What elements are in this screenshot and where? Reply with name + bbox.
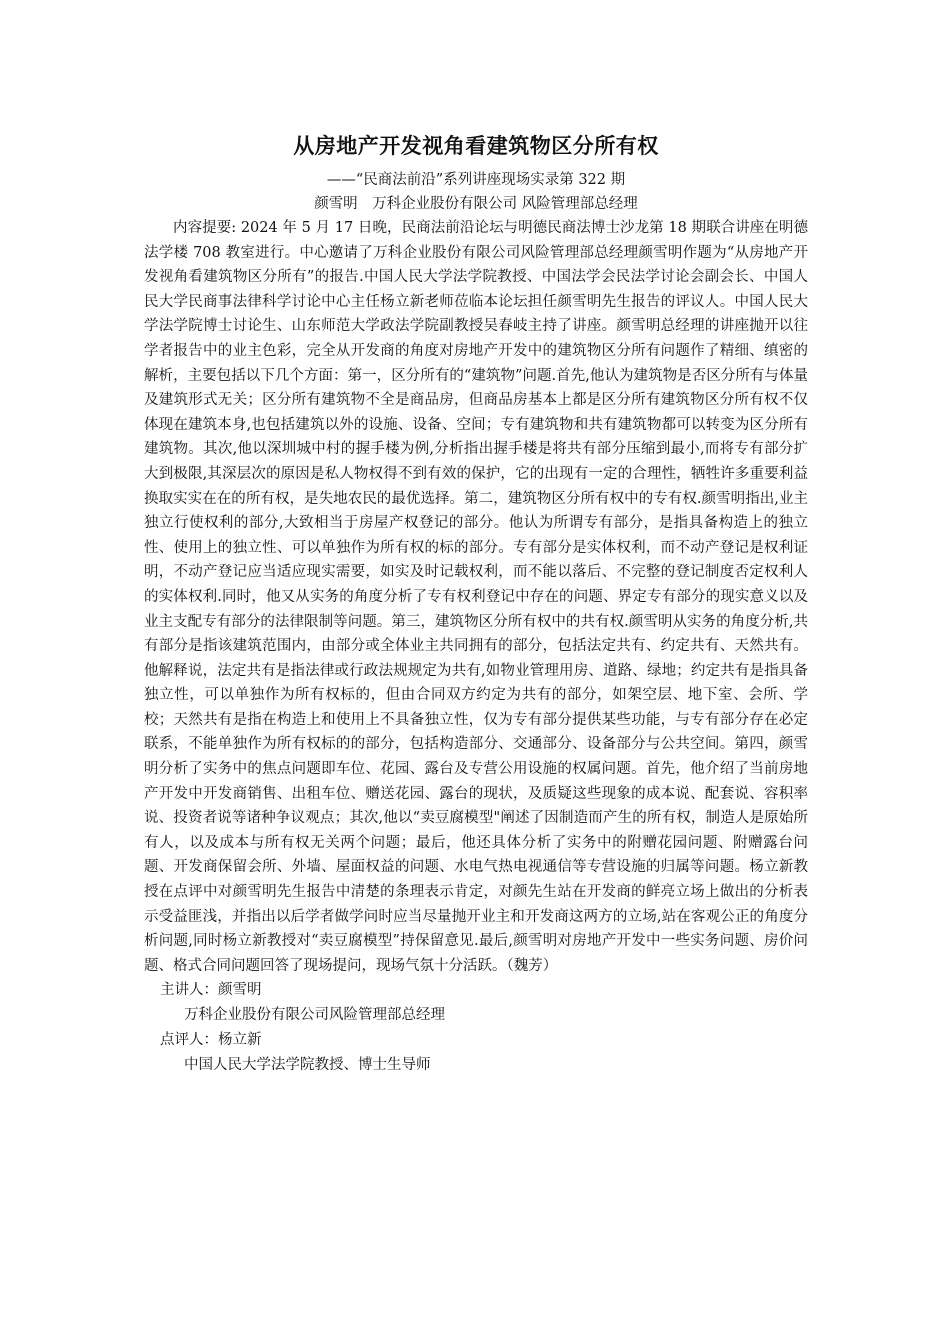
commentator-label: 点评人：杨立新 <box>160 1032 262 1049</box>
document-subtitle: ——“民商法前沿”系列讲座现场实录第 322 期 <box>326 172 626 188</box>
document-title: 从房地产开发视角看建筑物区分所有权 <box>293 133 659 158</box>
commentator-title: 中国人民大学法学院教授、博士生导师 <box>184 1057 431 1074</box>
speaker-label: 主讲人：颜雪明 <box>160 982 262 999</box>
document-page <box>144 130 808 1078</box>
author-byline: 颜雪明 万科企业股份有限公司 风险管理部总经理 <box>314 196 638 212</box>
abstract-paragraph: 内容提要: 2024 年 5 月 17 日晚，民商法前沿论坛与明德民商法博士沙龙第 18 期联合讲座在明德法学楼 708 教室进行。中心邀请了万科企业股份有限公司风险管理部总经理颜雪明作题为“从房地产开发视角看建筑物区分所有”的报告.中国人民大学法学院教授、中国法学会民法学讨论会副会长、中国人民大学民商事法律科学讨论中心主任杨立新老师莅临本论坛担任颜雪明先生报告的评议人。中国人民大学法学院博士讨论生、山东师范大学政法学院副教授吴春岐主持了讲座。颜雪明总经理的讲座抛开以往学者报告中的业主色彩，完全从开发商的角度对房地产开发中的建筑物区分所有问题作了精细、缜密的解析，主要包括以下几个方面：第一，区分所有的“建筑物”问题.首先,他认为建筑物是否区分所有与体量及建筑形式无关；区分所有建筑物不全是商品房，但商品房基本上都是区分所有建筑物区分所有权不仅体现在建筑本身,也包括建筑以外的设施、设备、空间；专有建筑物和共有建筑物都可以转变为区分所有建筑物。其次,他以深圳城中村的握手楼为例,分析指出握手楼是将共有部分压缩到最小,而将专有部分扩大到极限,其深层次的原因是私人物权得不到有效的保护，它的出现有一定的合理性，牺牲许多重要利益换取实实在在的所有权，是失地农民的最优选择。第二，建筑物区分所有权中的专有权.颜雪明指出,业主独立行使权利的部分,大致相当于房屋产权登记的部分。他认为所谓专有部分，是指具备构造上的独立性、使用上的独立性、可以单独作为所有权的标的部分。专有部分是实体权利，而不动产登记是权利证明，不动产登记应当适应现实需要，如实及时记载权利，而不能以落后、不完整的登记制度否定权利人的实体权利.同时，他又从实务的角度分析了专有权利登记中存在的问题、界定专有部分的现实意义以及业主支配专有部分的法律限制等问题。第三，建筑物区分所有权中的共有权.颜雪明从实务的角度分析,共有部分是指该建筑范围内，由部分或全体业主共同拥有的部分，包括法定共有、约定共有、天然共有。他解释说，法定共有是指法律或行政法规规定为共有,如物业管理用房、道路、绿地；约定共有是指具备独立性，可以单独作为所有权标的，但由合同双方约定为共有的部分，如架空层、地下室、会所、学校；天然共有是指在构造上和使用上不具备独立性，仅为专有部分提供某些功能，与专有部分存在必定联系，不能单独作为所有权标的的部分，包括构造部分、交通部分、设备部分与公共空间。第四，颜雪明分析了实务中的焦点问题即车位、花园、露台及专营公用设施的权属问题。首先，他介绍了当前房地产开发中开发商销售、出租车位、赠送花园、露台的现状，及质疑这些现象的成本说、配套说、容积率说、投资者说等诸种争议观点；其次,他以“卖豆腐模型"阐述了因制造而产生的所有权，制造人是原始所有人，以及成本与所有权无关两个问题；最后，他还具体分析了实务中的附赠花园问题、附赠露台问题、开发商保留会所、外墙、屋面权益的问题、水电气热电视通信等专营设施的归属等问题。杨立新教授在点评中对颜雪明先生报告中清楚的条理表示肯定，对颜先生站在开发商的鲜亮立场上做出的分析表示受益匪浅，并指出以后学者做学问时应当尽量抛开业主和开发商这两方的立场,站在客观公正的角度分析问题,同时杨立新教授对“卖豆腐模型”持保留意见.最后,颜雪明对房地产开发中一些实务问题、房价问题、格式合同问题回答了现场提问，现场气氛十分活跃。（魏芳） <box>144 220 808 974</box>
speaker-title: 万科企业股份有限公司风险管理部总经理 <box>184 1007 445 1024</box>
